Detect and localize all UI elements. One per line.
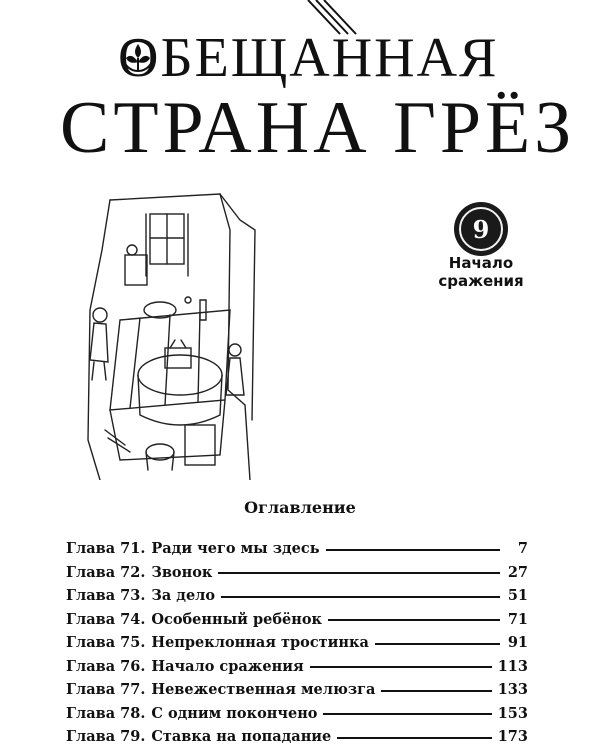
dot-leader: [218, 572, 500, 574]
title-line-1: ОБЕЩАННАЯ: [118, 27, 499, 89]
title-line-2: СТРАНА ГРЁЗ: [60, 87, 576, 169]
chapter-name: Ради чего мы здесь: [151, 540, 320, 558]
chapter-name: Ставка на попадание: [151, 728, 332, 746]
dot-leader: [310, 666, 492, 668]
toc-entry: [66, 678, 528, 702]
room-sketch-illustration: [80, 190, 260, 480]
chapter-name: Начало сражения: [151, 657, 304, 675]
chapter-name: За дело: [151, 587, 216, 605]
page-number: 113: [497, 657, 528, 675]
page-number: 91: [507, 634, 528, 652]
chapter-number: Глава 71.: [66, 540, 146, 558]
toc-entry: [66, 608, 528, 632]
chapter-number: Глава 78.: [66, 704, 146, 722]
chapter-number: Глава 75.: [66, 634, 146, 652]
dot-leader: [375, 643, 500, 645]
dot-leader: [337, 737, 491, 739]
chapter-name: Непреклонная тростинка: [151, 634, 369, 652]
page-number: 133: [497, 681, 528, 699]
toc-entry: [66, 561, 528, 585]
volume-number-badge: [454, 202, 508, 256]
chapter-number: Глава 72.: [66, 563, 146, 581]
toc-entry: [66, 537, 528, 561]
page-number: 27: [507, 563, 528, 581]
dot-leader: [326, 549, 500, 551]
chapter-name: С одним покончено: [151, 704, 318, 722]
toc-entry: [66, 725, 528, 749]
toc-entry: [66, 631, 528, 655]
chapter-name: Невежественная мелюзга: [151, 681, 376, 699]
dot-leader: [323, 713, 491, 715]
toc-heading: Оглавление: [244, 498, 356, 517]
chapter-name: Особенный ребёнок: [151, 610, 322, 628]
volume-number: 9: [459, 207, 503, 251]
dot-leader: [328, 619, 500, 621]
page-number: 173: [497, 728, 528, 746]
chapter-number: Глава 74.: [66, 610, 146, 628]
page-number: 51: [507, 587, 528, 605]
book-title: [0, 0, 600, 175]
dot-leader: [221, 596, 500, 598]
table-of-contents: [66, 537, 528, 749]
toc-entry: [66, 584, 528, 608]
chapter-number: Глава 77.: [66, 681, 146, 699]
dot-leader: [381, 690, 491, 692]
chapter-name: Звонок: [151, 563, 213, 581]
page-number: 153: [497, 704, 528, 722]
toc-entry: [66, 655, 528, 679]
volume-name: Начало сражения: [438, 254, 524, 290]
chapter-number: Глава 76.: [66, 657, 146, 675]
page-number: 7: [517, 540, 528, 558]
chapter-number: Глава 79.: [66, 728, 146, 746]
toc-entry: [66, 702, 528, 726]
page-number: 71: [507, 610, 528, 628]
chapter-number: Глава 73.: [66, 587, 146, 605]
